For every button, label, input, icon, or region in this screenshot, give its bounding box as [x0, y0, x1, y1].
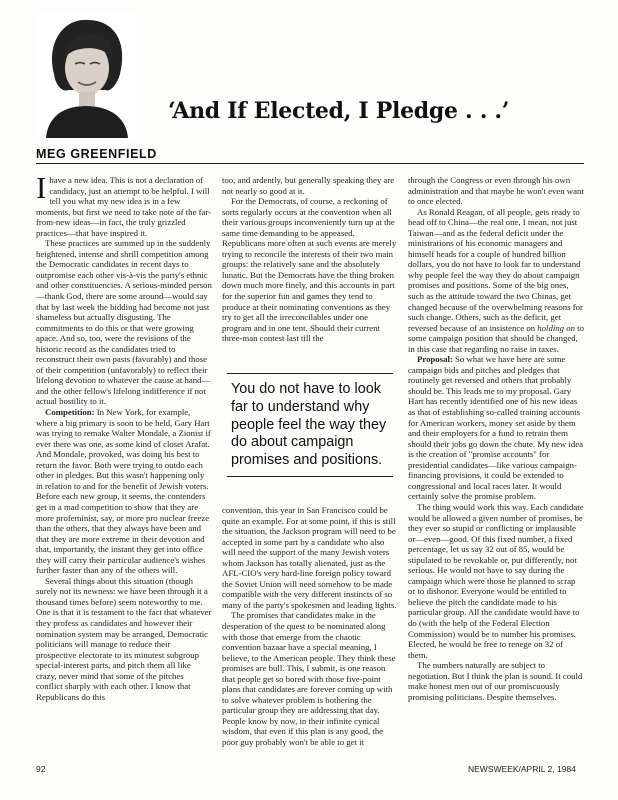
subhead-competition: Competition: — [45, 407, 95, 418]
paragraph: These practices are summed up in the suddenly heightened, intense and shrill competition among the Democratic candidates in recent days to outpromise each other vis-à-vis the party's ethnic and other constituencies. A serious-minded person—thank God, there are some around—would say that by last week the bidding had become not just shameless but actually disgusting. The commitments to do this or that were growing apace. And so, too, were the revisions of the historic record as the candidates tried to reconstruct their own pasts (favorably) and those of their competition (unfavorably) to reflect their lifelong devotion to whatever the cause at hand—and the other fellow's lifelong indifference if not actual hostility to it. — [36, 238, 212, 407]
paragraph: As Ronald Reagan, of all people, gets ready to head off to China—the real one, I mean, not just Taiwan—and as the federal deficit under the ministrations of his economic managers and himself heads for a couple of hundred billion dollars, you do not have to look far to understand why people feel the way they do about campaign promises and positions. Some of the big ones, such as the attitude toward the two Chinas, get changed because of the overwhelming reasons for such change. Others, such as the deficit, get reversed because of an insistence on holding on to some campaign position that should be changed, in this case that regarding no raise in taxes. — [408, 206, 584, 354]
article-column-1 — [36, 175, 212, 760]
drop-cap: I — [36, 175, 47, 205]
publication-dateline: NEWSWEEK/APRIL 2, 1984 — [468, 764, 576, 774]
article-column-2-bottom — [222, 505, 398, 760]
paragraph: The numbers naturally are subject to negotiation. But I think the plan is sound. It could make honest men out of our promiscuously promising politicians. Despite themselves. — [408, 660, 583, 702]
headline: ‘And If Elected, I Pledge . . .’ — [168, 98, 510, 124]
paragraph: convention, this year in San Francisco could be quite an example. For at some point, if this is still the situation, the Jackson program will need to be accepted in some part by a candidate who also will need the support of the many Jewish voters whom Jackson has totally alienated, just as the AFL-CIO's very hard-line foreign policy toward the Soviet Union will need somehow to be made compatible with the very different instincts of so many of the party's spokesmen and leading lights. — [222, 505, 397, 610]
paragraph: Ihave a new idea. This is not a declaration of candidacy, just an attempt to be helpful. I will tell you what my new idea is in a few moments, but first we need to take note of the far-from-new ideas—in fact, the truly grizzled practices—that have inspired it. — [36, 175, 212, 238]
byline: MEG GREENFIELD — [36, 147, 157, 161]
paragraph: Several things about this situation (though surely not its newness: we have been through it a thousand times before) seem noteworthy to me. One is that it is testament to the fact that whatever they profess as candidates and however their nomination system may be arranged, Democratic politicians will manage to reduce their prospective electorate to its minutest subgroup special-interest parts, and pitch them all like crazy, never mind that some of the pitches conflict sharply with each other. I know that Republicans do this — [36, 575, 212, 702]
paragraph: Competition: In New York, for example, where a big primary is soon to be held, Gary Hart was trying to remake Walter Mondale, a Zionist if ever there was one, as some kind of closet Arafat. And Mondale, provoked, was doing his best to return the favor. Both were trying to outdo each other in pledges. But this wasn't happening only in relation to and for the benefit of Jewish voters. Before each new group, it seems, the contenders get in a mad competition to show that they are more profeminist, say, or more pro nuclear freeze than the others, that they always have been and that they are more extreme in their devotion and that, importantly, the instant they get into office they will carry their particular audience's wishes further faster than any of the others will. — [36, 407, 211, 576]
paragraph: through the Congress or even through his own administration and that maybe he won't even want to once elected. — [408, 175, 584, 207]
header-rule — [36, 163, 584, 164]
paragraph: The thing would work this way. Each candidate would be allowed a given number of promises, be they ever so stupid or conflicting or implausible or—even—good. Of this fixed number, a fixed percentage, let us say 32 out of 85, would be stipulated to be revokable or, put differently, not serious. He would not have to say during the campaign which were those he planned to scrap or to dishonor. Everyone would be entitled to believe the pitch the candidate made to his particular group. All the candidate would have to do (with the help of the Federal Election Commission) would be to number his promises. Elected, he would be free to renege on 32 of them. — [408, 501, 584, 660]
paragraph: For the Democrats, of course, a reckoning of sorts regularly occurs at the convention when all their various groups inconveniently turn up at the same time demanding to be appeased. Republicans more often at such events are merely trying to reconcile the interests of their two main groups: the relatively sane and the absolutely lunatic. But the Democrats have the thing broken down much more finely, and this accounts in part for the superior fun and games they tend to produce at their nominating conventions as they try to get all the irreconcilables under one program and in one tent. Should their current three-man contest last till the — [222, 196, 397, 344]
paragraph: Proposal: So what we have here are some campaign bids and pitches and pledges that routinely get reversed and others that probably should be. This leads me to my proposal. Gary Hart has recently identified one of his new ideas as that of establishing so-called training accounts for American workers, money set aside by them and their employers for a fund to retrain them should their jobs go down the chute. My new idea is the creation of "promise accounts" for presidential candidates—like various campaign-financing provisions, it could be extended to congressional and local races later. It would certainly solve the promise problem. — [408, 354, 583, 502]
paragraph: The promises that candidates make in the desperation of the quest to be nominated along with those that emerge from the chaotic convention bazaar have a special meaning, I believe, to the American people. They think these promises are bull. This, I submit, is one reason that people get so bored with those five-point plans that candidates are forever coming up with to solve whatever problem is bothering the particular group they are addressing that day. People know by now, in their infinite cynical wisdom, that even if this plan is any good, the poor guy probably won't be able to get it — [222, 610, 396, 748]
pull-quote: You do not have to look far to understand why people feel the way they do about campaign promises and positions. — [227, 373, 393, 477]
subhead-proposal: Proposal: — [417, 354, 453, 365]
page-number: 92 — [36, 764, 46, 774]
paragraph: too, and ardently, but generally speaking they are not nearly so good at it. — [222, 175, 395, 196]
author-photo — [36, 12, 136, 138]
article-column-2-top — [222, 175, 398, 365]
article-column-3 — [408, 175, 584, 760]
